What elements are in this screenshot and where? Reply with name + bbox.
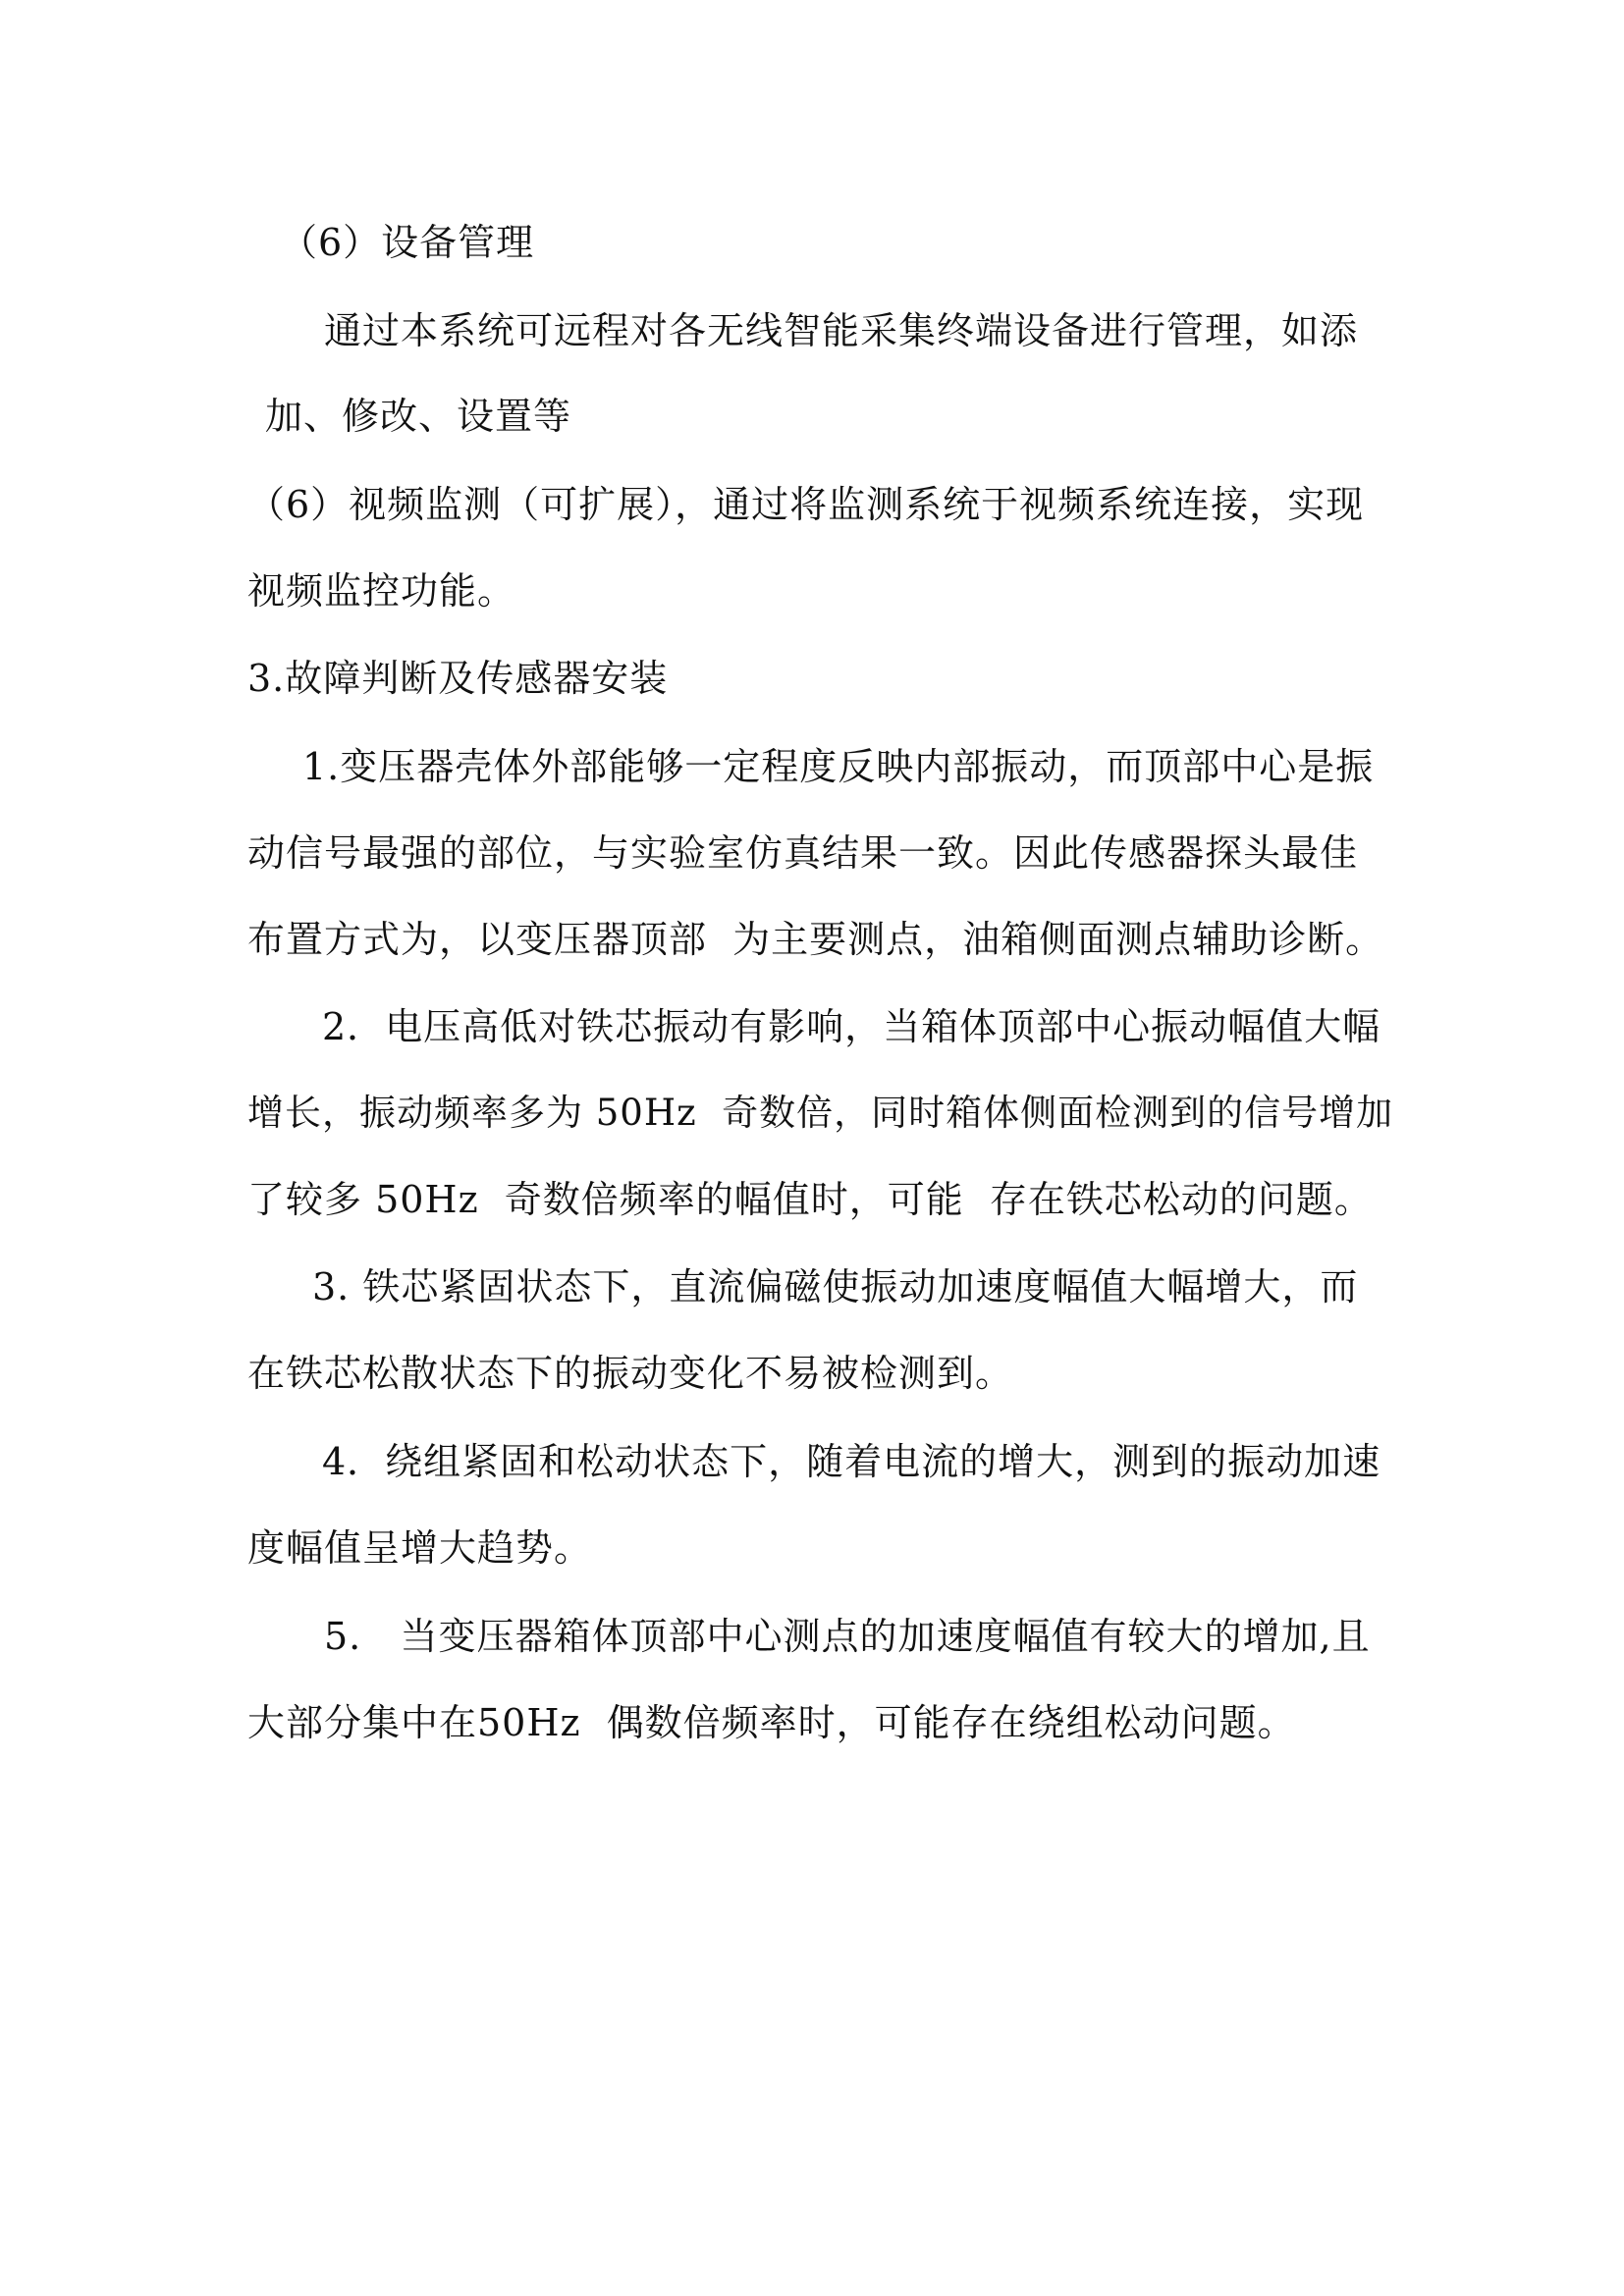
list-item-1-line-2: 动信号最强的部位，与实验室仿真结果一致。因此传感器探头最佳: [247, 831, 1359, 875]
list-item-3-line-2: 在铁芯松散状态下的振动变化不易被检测到。: [247, 1352, 1014, 1395]
list-item-5-line-1: 5. 当变压器箱体顶部中心测点的加速度幅值有较大的增加,且: [324, 1615, 1371, 1658]
paragraph-device-management-line-2: 加、修改、设置等: [265, 395, 572, 438]
list-item-4-line-2: 度幅值呈增大趋势。: [247, 1526, 593, 1570]
paragraph-video-monitoring-line-1: （6）视频监测（可扩展），通过将监测系统于视频系统连接，实现: [247, 483, 1365, 526]
list-item-2-line-2: 增长，振动频率多为 50Hz 奇数倍，同时箱体侧面检测到的信号增加: [247, 1092, 1394, 1134]
paragraph-device-management-line-1: 通过本系统可远程对各无线智能采集终端设备进行管理，如添: [324, 309, 1359, 352]
subsection-heading-device-management: （6）设备管理: [280, 221, 535, 264]
list-item-4-line-1: 4．绕组紧固和松动状态下，随着电流的增大，测到的振动加速: [322, 1440, 1381, 1483]
section-heading-fault-diagnosis: 3.故障判断及传感器安装: [247, 657, 669, 700]
list-item-3-line-1: 3. 铁芯紧固状态下，直流偏磁使振动加速度幅值大幅增大，而: [312, 1265, 1359, 1308]
list-item-1-line-3: 布置方式为，以变压器顶部 为主要测点，油箱侧面测点辅助诊断。: [247, 918, 1384, 961]
list-item-2-line-3: 了较多 50Hz 奇数倍频率的幅值时，可能 存在铁芯松动的问题。: [247, 1178, 1373, 1221]
paragraph-video-monitoring-line-2: 视频监控功能。: [247, 569, 516, 613]
list-item-1-line-1: 1.变压器壳体外部能够一定程度反映内部振动，而顶部中心是振: [302, 745, 1375, 788]
list-item-5-line-2: 大部分集中在50Hz 偶数倍频率时，可能存在绕组松动问题。: [247, 1701, 1296, 1744]
list-item-2-line-1: 2．电压高低对铁芯振动有影响，当箱体顶部中心振动幅值大幅: [322, 1005, 1381, 1048]
